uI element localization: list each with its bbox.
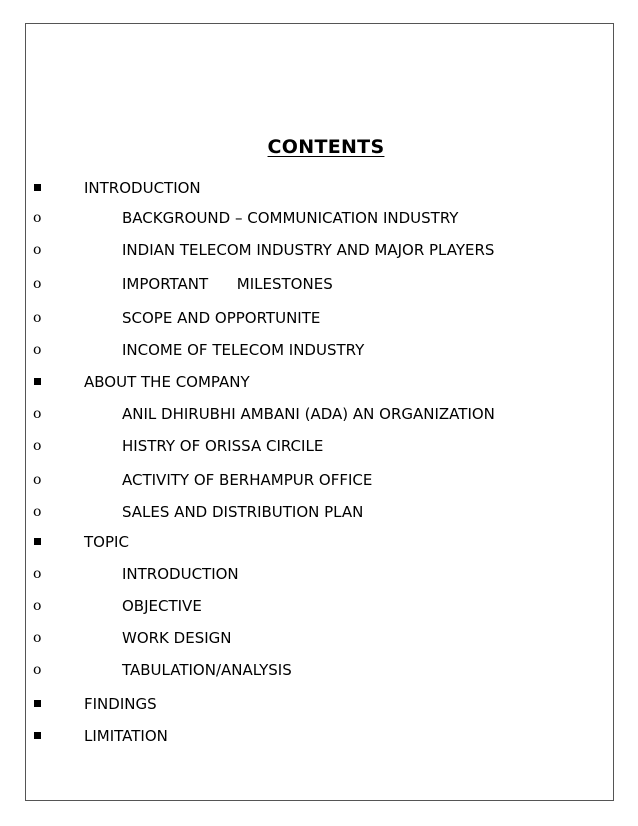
square-bullet-icon: [34, 184, 41, 191]
toc-subitem-label: TABULATION/ANALYSIS: [122, 661, 292, 679]
toc-subitem: [0, 500, 638, 524]
circle-bullet-icon: o: [33, 210, 42, 226]
toc-subitem: [0, 272, 638, 296]
square-bullet-icon: [34, 700, 41, 707]
circle-bullet-icon: o: [33, 662, 42, 678]
toc-subitem: [0, 306, 638, 330]
square-bullet-icon: [34, 732, 41, 739]
toc-subitem-label: WORK DESIGN: [122, 629, 232, 647]
toc-subitem: [0, 434, 638, 458]
toc-subitem: [0, 238, 638, 262]
toc-subitem: [0, 338, 638, 362]
circle-bullet-icon: o: [33, 598, 42, 614]
toc-subitem-label: OBJECTIVE: [122, 597, 202, 615]
toc-subitem-label: INCOME OF TELECOM INDUSTRY: [122, 341, 365, 359]
toc-subitem: [0, 594, 638, 618]
toc-item: [0, 692, 638, 716]
toc-subitem-label: HISTRY OF ORISSA CIRCILE: [122, 437, 324, 455]
toc-item-label: INTRODUCTION: [84, 179, 201, 197]
toc-subitem-label: INDIAN TELECOM INDUSTRY AND MAJOR PLAYERS: [122, 241, 495, 259]
square-bullet-icon: [34, 378, 41, 385]
toc-subitem-label: IMPORTANT MILESTONES: [122, 275, 333, 293]
circle-bullet-icon: o: [33, 438, 42, 454]
circle-bullet-icon: o: [33, 472, 42, 488]
toc-item-label: TOPIC: [84, 533, 129, 551]
toc-subitem-label: SALES AND DISTRIBUTION PLAN: [122, 503, 364, 521]
toc-subitem: [0, 626, 638, 650]
circle-bullet-icon: o: [33, 342, 42, 358]
toc-subitem-label: ACTIVITY OF BERHAMPUR OFFICE: [122, 471, 373, 489]
circle-bullet-icon: o: [33, 630, 42, 646]
toc-subitem-label: SCOPE AND OPPORTUNITE: [122, 309, 321, 327]
circle-bullet-icon: o: [33, 406, 42, 422]
toc-subitem-label: ANIL DHIRUBHI AMBANI (ADA) AN ORGANIZATION: [122, 405, 495, 423]
toc-subitem: [0, 402, 638, 426]
toc-subitem: [0, 468, 638, 492]
toc-subitem-label: BACKGROUND – COMMUNICATION INDUSTRY: [122, 209, 459, 227]
square-bullet-icon: [34, 538, 41, 545]
toc-item-label: LIMITATION: [84, 727, 168, 745]
toc-subitem: [0, 206, 638, 230]
contents-title: CONTENTS: [267, 136, 385, 158]
toc-item: [0, 724, 638, 748]
toc-item: [0, 530, 638, 554]
toc-item-label: FINDINGS: [84, 695, 157, 713]
circle-bullet-icon: o: [33, 566, 42, 582]
circle-bullet-icon: o: [33, 504, 42, 520]
toc-subitem-label: INTRODUCTION: [122, 565, 239, 583]
toc-subitem: [0, 562, 638, 586]
toc-item-label: ABOUT THE COMPANY: [84, 373, 250, 391]
toc-subitem: [0, 658, 638, 682]
circle-bullet-icon: o: [33, 310, 42, 326]
toc-item: [0, 370, 638, 394]
circle-bullet-icon: o: [33, 276, 42, 292]
toc-item: [0, 176, 638, 200]
circle-bullet-icon: o: [33, 242, 42, 258]
